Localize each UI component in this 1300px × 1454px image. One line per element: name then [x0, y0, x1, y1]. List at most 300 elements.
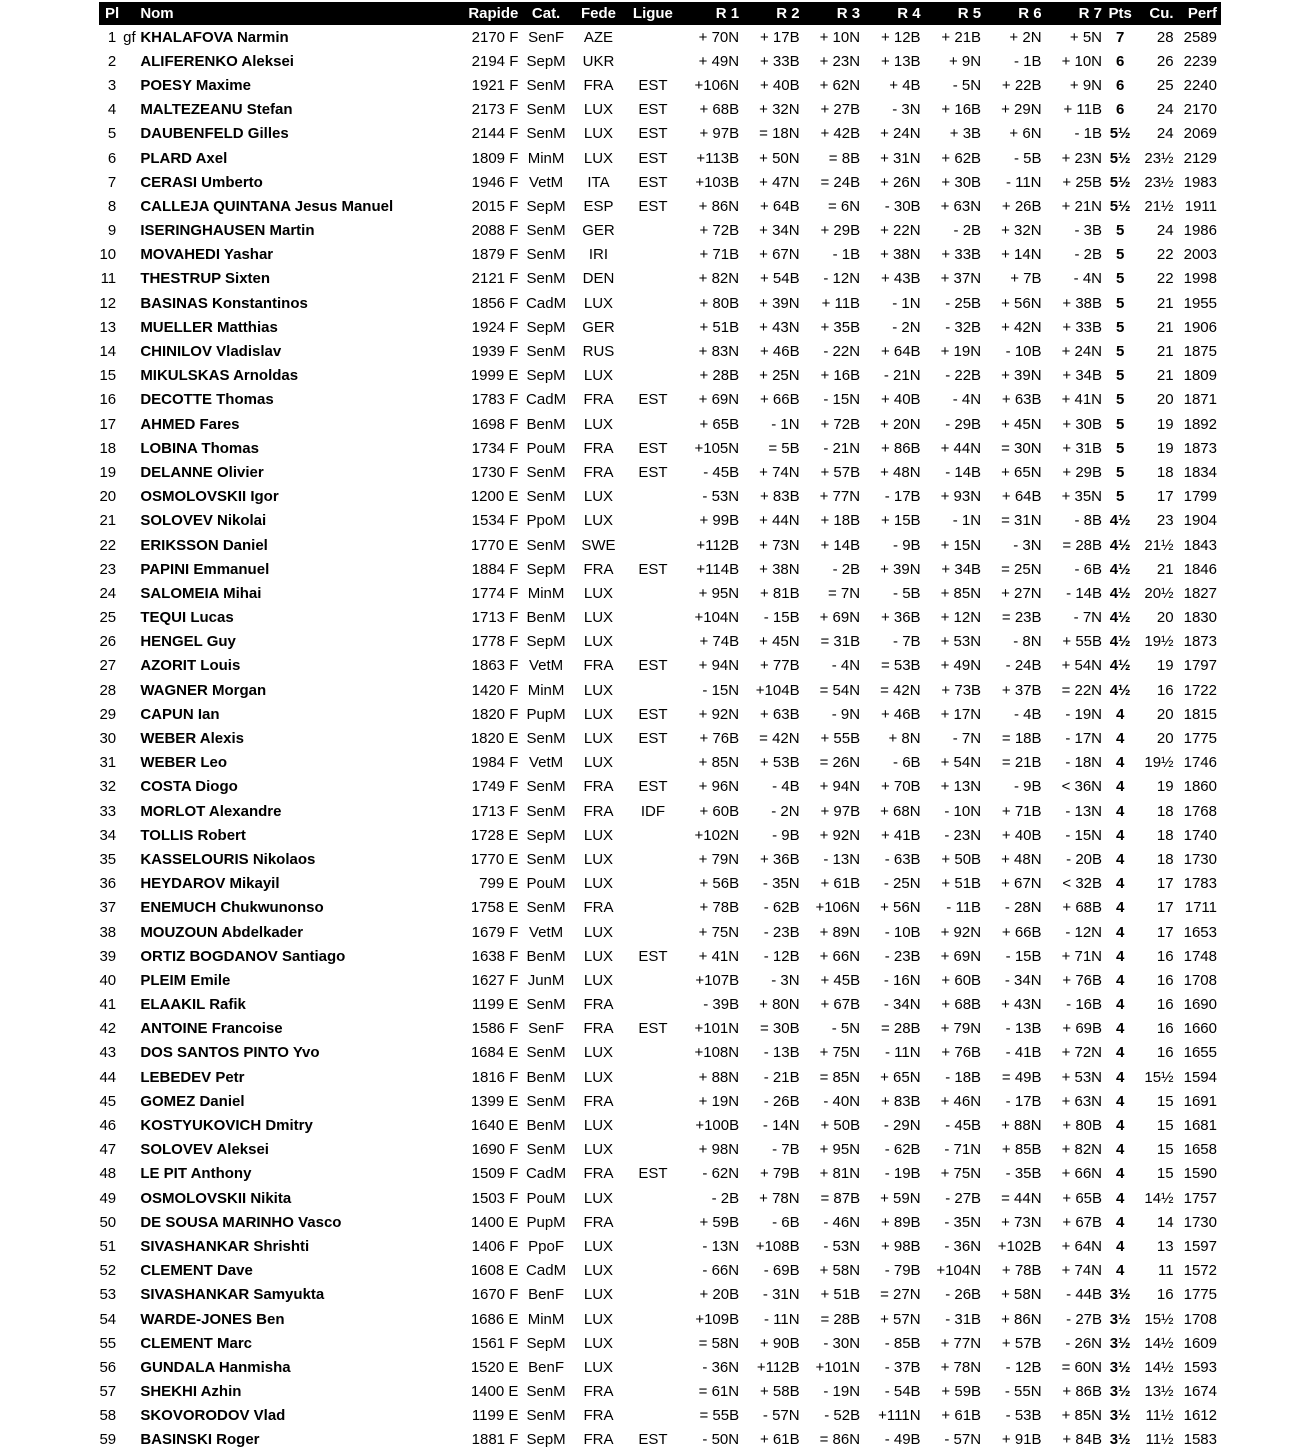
cumulative-cell: 18	[1156, 802, 1174, 820]
league-cell: EST	[638, 173, 668, 191]
round-4-cell: + 40B	[880, 391, 921, 409]
table-row	[99, 1355, 1221, 1379]
performance-cell: 1590	[1183, 1165, 1217, 1183]
category-cell: SepM	[526, 1334, 566, 1352]
category-cell: SenM	[526, 76, 566, 94]
round-4-cell: +111N	[878, 1407, 921, 1425]
round-5-cell: - 27B	[945, 1189, 982, 1207]
round-5-cell: - 31B	[945, 1310, 982, 1328]
place-cell: 28	[99, 681, 117, 699]
performance-cell: 1768	[1183, 802, 1217, 820]
round-2-cell: + 78N	[759, 1189, 800, 1207]
round-1-cell: - 62N	[702, 1165, 740, 1183]
place-cell: 14	[99, 343, 117, 361]
round-1-cell: + 82N	[698, 270, 740, 288]
rating-cell: 1778 F	[471, 633, 519, 651]
federation-cell: ESP	[583, 197, 614, 215]
round-2-cell: + 67N	[759, 246, 800, 264]
performance-cell: 1711	[1184, 899, 1217, 917]
round-6-cell: + 40B	[1001, 826, 1042, 844]
round-5-cell: - 36N	[944, 1237, 982, 1255]
round-2-cell: + 61B	[759, 1431, 800, 1449]
round-3-cell: - 13N	[823, 850, 861, 868]
round-3-cell: - 9N	[831, 705, 861, 723]
category-cell: BenM	[526, 415, 566, 433]
table-row	[99, 1210, 1221, 1234]
points-cell: 5	[1115, 246, 1125, 264]
performance-cell: 2170	[1183, 101, 1217, 119]
player-name-cell: SALOMEIA Mihai	[140, 584, 262, 602]
round-1-cell: - 50N	[702, 1431, 740, 1449]
round-3-cell: + 18B	[820, 512, 861, 530]
league-cell	[627, 339, 682, 363]
federation-cell: FRA	[583, 778, 614, 796]
place-cell: 8	[107, 197, 117, 215]
table-row	[99, 1089, 1221, 1113]
title-cell	[120, 1404, 140, 1428]
title-cell	[120, 388, 140, 412]
league-cell	[627, 533, 682, 557]
round-7-cell: + 53N	[1061, 1068, 1103, 1086]
place-cell: 44	[99, 1068, 117, 1086]
round-7-cell: - 15N	[1065, 826, 1103, 844]
round-2-cell: + 77B	[759, 657, 800, 675]
round-1-cell: +109B	[695, 1310, 740, 1328]
category-cell: SenM	[526, 899, 566, 917]
federation-cell: FRA	[583, 1407, 614, 1425]
points-cell: 4	[1115, 1117, 1125, 1135]
points-cell: 4	[1115, 971, 1125, 989]
league-cell	[627, 1307, 682, 1331]
league-cell	[627, 920, 682, 944]
category-cell: MinM	[527, 681, 565, 699]
round-4-cell: - 16N	[883, 971, 921, 989]
round-1-cell: + 83N	[698, 343, 740, 361]
rating-cell: 1881 F	[471, 1431, 519, 1449]
round-6-cell: - 53B	[1005, 1407, 1042, 1425]
federation-cell: LUX	[583, 1189, 614, 1207]
place-cell: 32	[99, 778, 117, 796]
round-7-cell: + 84B	[1062, 1431, 1103, 1449]
rating-cell: 1686 E	[470, 1310, 519, 1328]
rating-cell: 1638 F	[471, 947, 519, 965]
category-cell: SenM	[526, 270, 566, 288]
round-3-cell: - 15N	[823, 391, 861, 409]
round-3-cell: + 51B	[820, 1286, 861, 1304]
round-4-cell: - 10B	[884, 923, 921, 941]
rating-cell: 1758 E	[470, 899, 519, 917]
round-2-cell: + 44N	[759, 512, 800, 530]
league-cell: IDF	[640, 802, 665, 820]
performance-cell: 2239	[1183, 52, 1217, 70]
performance-cell: 1904	[1183, 512, 1217, 530]
col-header-r1: R 1	[683, 2, 743, 25]
federation-cell: FRA	[583, 463, 614, 481]
round-7-cell: + 30B	[1062, 415, 1103, 433]
round-4-cell: + 39N	[880, 560, 921, 578]
title-cell	[120, 1065, 140, 1089]
round-4-cell: - 54B	[884, 1383, 921, 1401]
performance-cell: 1843	[1183, 536, 1217, 554]
round-1-cell: + 41N	[698, 947, 740, 965]
round-2-cell: +104B	[755, 681, 800, 699]
round-6-cell: + 22B	[1001, 76, 1042, 94]
cumulative-cell: 28	[1156, 28, 1174, 46]
rating-cell: 1924 F	[471, 318, 519, 336]
round-4-cell: - 29N	[883, 1117, 921, 1135]
round-3-cell: + 92N	[819, 826, 861, 844]
col-header-r4: R 4	[864, 2, 924, 25]
round-5-cell: - 26B	[945, 1286, 982, 1304]
round-4-cell: + 46B	[880, 705, 921, 723]
points-cell: 5	[1115, 488, 1125, 506]
round-3-cell: + 42B	[820, 125, 861, 143]
league-cell	[627, 1331, 682, 1355]
category-cell: SenM	[526, 222, 566, 240]
points-cell: 3½	[1109, 1407, 1131, 1425]
rating-cell: 1520 E	[470, 1358, 519, 1376]
round-2-cell: - 21B	[763, 1068, 800, 1086]
round-7-cell: + 65B	[1062, 1189, 1103, 1207]
round-2-cell: - 4B	[772, 778, 800, 796]
place-cell: 33	[99, 802, 117, 820]
performance-cell: 1708	[1183, 971, 1217, 989]
round-1-cell: + 86N	[698, 197, 740, 215]
table-row	[99, 25, 1221, 49]
place-cell: 4	[107, 101, 117, 119]
performance-cell: 1730	[1183, 850, 1217, 868]
league-cell: EST	[638, 560, 668, 578]
cumulative-cell: 11	[1158, 1262, 1174, 1280]
federation-cell: LUX	[583, 730, 614, 748]
title-cell	[120, 73, 140, 97]
round-7-cell: - 44B	[1066, 1286, 1103, 1304]
place-cell: 24	[99, 584, 117, 602]
place-cell: 37	[99, 899, 117, 917]
col-header-pts: Pts	[1106, 2, 1138, 25]
category-cell: PouM	[526, 1189, 566, 1207]
round-2-cell: - 11N	[764, 1310, 800, 1328]
performance-cell: 1783	[1183, 875, 1217, 893]
round-6-cell: - 55N	[1004, 1383, 1042, 1401]
title-cell	[120, 98, 140, 122]
category-cell: SenM	[526, 463, 566, 481]
title-cell	[120, 170, 140, 194]
table-row	[99, 726, 1221, 750]
federation-cell: FRA	[583, 802, 614, 820]
round-3-cell: + 75N	[819, 1044, 861, 1062]
player-name-cell: BASINSKI Roger	[140, 1431, 260, 1449]
rating-cell: 1586 F	[471, 1020, 519, 1038]
round-4-cell: - 3N	[892, 101, 921, 119]
rating-cell: 1509 F	[471, 1165, 519, 1183]
round-5-cell: - 25B	[945, 294, 982, 312]
cumulative-cell: 20	[1156, 705, 1174, 723]
place-cell: 20	[99, 488, 117, 506]
round-1-cell: - 53N	[702, 488, 740, 506]
performance-cell: 1748	[1183, 947, 1217, 965]
rating-cell: 1713 F	[471, 802, 519, 820]
round-5-cell: + 34B	[941, 560, 982, 578]
rating-cell: 1400 E	[470, 1213, 519, 1231]
round-6-cell: - 11N	[1005, 173, 1042, 191]
round-4-cell: + 64B	[880, 343, 921, 361]
rating-cell: 1399 E	[470, 1092, 519, 1110]
rating-cell: 1946 F	[471, 173, 519, 191]
title-cell	[120, 1331, 140, 1355]
round-4-cell: - 25N	[883, 875, 921, 893]
round-2-cell: + 90B	[759, 1334, 800, 1352]
rating-cell: 1884 F	[471, 560, 519, 578]
league-cell	[627, 1041, 682, 1065]
rating-cell: 2173 F	[471, 101, 519, 119]
round-5-cell: - 2B	[953, 222, 982, 240]
cumulative-cell: 19	[1156, 778, 1174, 796]
round-3-cell: + 29B	[820, 222, 861, 240]
title-cell	[120, 1380, 140, 1404]
round-6-cell: + 56N	[1001, 294, 1042, 312]
place-cell: 21	[99, 512, 117, 530]
round-7-cell: - 26N	[1065, 1334, 1103, 1352]
league-cell	[627, 364, 682, 388]
round-2-cell: - 1N	[771, 415, 800, 433]
performance-cell: 1655	[1183, 1044, 1217, 1062]
table-row	[99, 73, 1221, 97]
player-name-cell: GUNDALA Hanmisha	[140, 1358, 291, 1376]
place-cell: 9	[107, 222, 117, 240]
title-cell	[120, 1307, 140, 1331]
round-2-cell: + 17B	[759, 28, 800, 46]
place-cell: 5	[107, 125, 117, 143]
place-cell: 19	[99, 463, 117, 481]
cumulative-cell: 16	[1156, 996, 1174, 1014]
cumulative-cell: 16	[1156, 1286, 1174, 1304]
round-2-cell: + 45N	[759, 633, 800, 651]
player-name-cell: MORLOT Alexandre	[140, 802, 282, 820]
cumulative-cell: 14½	[1144, 1189, 1174, 1207]
round-1-cell: + 28B	[699, 367, 740, 385]
round-1-cell: + 71B	[699, 246, 740, 264]
rating-cell: 1199 E	[471, 1407, 519, 1425]
table-row	[99, 412, 1221, 436]
round-2-cell: - 23B	[763, 923, 800, 941]
federation-cell: FRA	[583, 657, 614, 675]
round-7-cell: - 19N	[1065, 705, 1103, 723]
category-cell: PupM	[526, 1213, 566, 1231]
rating-cell: 1820 F	[471, 705, 519, 723]
round-3-cell: = 8B	[828, 149, 861, 167]
category-cell: SenM	[526, 536, 566, 554]
round-2-cell: - 3N	[771, 971, 800, 989]
table-row	[99, 98, 1221, 122]
round-7-cell: + 68B	[1062, 899, 1103, 917]
table-row	[99, 896, 1221, 920]
round-4-cell: + 26N	[880, 173, 921, 191]
round-1-cell: + 97B	[699, 125, 740, 143]
round-4-cell: - 2N	[892, 318, 921, 336]
round-6-cell: + 48N	[1001, 850, 1042, 868]
points-cell: 3½	[1109, 1334, 1131, 1352]
title-cell	[120, 436, 140, 460]
title-cell	[120, 630, 140, 654]
points-cell: 4	[1115, 1237, 1125, 1255]
round-4-cell: + 12B	[880, 28, 921, 46]
round-2-cell: + 63B	[759, 705, 800, 723]
rating-cell: 1939 F	[471, 343, 519, 361]
round-4-cell: + 38N	[880, 246, 921, 264]
category-cell: MinM	[527, 149, 565, 167]
round-3-cell: - 5N	[831, 1020, 861, 1038]
round-1-cell: - 66N	[702, 1262, 740, 1280]
performance-cell: 1809	[1183, 367, 1217, 385]
round-5-cell: - 10N	[944, 802, 982, 820]
performance-cell: 2240	[1183, 76, 1217, 94]
performance-cell: 1955	[1183, 294, 1217, 312]
round-3-cell: + 23N	[819, 52, 861, 70]
round-6-cell: + 91B	[1001, 1431, 1042, 1449]
round-4-cell: - 30B	[884, 197, 921, 215]
federation-cell: LUX	[583, 125, 614, 143]
federation-cell: FRA	[583, 439, 614, 457]
rating-cell: 1698 F	[471, 415, 519, 433]
federation-cell: LUX	[583, 367, 614, 385]
place-cell: 17	[99, 415, 117, 433]
federation-cell: LUX	[583, 1117, 614, 1135]
player-name-cell: ISERINGHAUSEN Martin	[140, 222, 315, 240]
title-cell	[120, 847, 140, 871]
table-row	[99, 1041, 1221, 1065]
cumulative-cell: 13½	[1144, 1383, 1174, 1401]
round-5-cell: +104N	[936, 1262, 982, 1280]
points-cell: 5½	[1109, 149, 1131, 167]
title-cell	[120, 460, 140, 484]
cumulative-cell: 15½	[1144, 1068, 1174, 1086]
league-cell: EST	[638, 149, 668, 167]
cumulative-cell: 21½	[1144, 197, 1174, 215]
round-5-cell: + 92N	[940, 923, 982, 941]
title-cell	[120, 823, 140, 847]
player-name-cell: MUELLER Matthias	[140, 318, 278, 336]
points-cell: 6	[1115, 52, 1125, 70]
round-3-cell: - 40N	[823, 1092, 861, 1110]
round-7-cell: - 3B	[1074, 222, 1103, 240]
title-cell	[120, 1186, 140, 1210]
round-3-cell: - 46N	[823, 1213, 861, 1231]
rating-cell: 2121 F	[471, 270, 519, 288]
place-cell: 48	[99, 1165, 117, 1183]
player-name-cell: AHMED Fares	[140, 415, 240, 433]
title-cell	[120, 485, 140, 509]
table-row	[99, 291, 1221, 315]
federation-cell: LUX	[583, 971, 614, 989]
rating-cell: 1561 F	[471, 1334, 519, 1352]
round-4-cell: + 59N	[880, 1189, 921, 1207]
round-4-cell: + 43B	[880, 270, 921, 288]
round-6-cell: + 6N	[1009, 125, 1042, 143]
place-cell: 29	[99, 705, 117, 723]
round-5-cell: + 77N	[940, 1334, 982, 1352]
rating-cell: 2015 F	[471, 197, 519, 215]
round-5-cell: + 61B	[941, 1407, 982, 1425]
rating-cell: 1809 F	[471, 149, 519, 167]
player-name-cell: MOVAHEDI Yashar	[140, 246, 274, 264]
round-3-cell: = 87B	[820, 1189, 861, 1207]
round-2-cell: +112B	[756, 1358, 800, 1376]
performance-cell: 1660	[1183, 1020, 1217, 1038]
table-row	[99, 993, 1221, 1017]
round-4-cell: - 6B	[893, 754, 921, 772]
player-name-cell: DAUBENFELD Gilles	[140, 125, 289, 143]
round-6-cell: + 32N	[1001, 222, 1042, 240]
round-1-cell: + 72B	[699, 222, 740, 240]
title-cell	[120, 678, 140, 702]
round-7-cell: + 23N	[1061, 149, 1103, 167]
performance-cell: 1873	[1183, 633, 1217, 651]
player-name-cell: CLEMENT Marc	[140, 1334, 252, 1352]
title-cell	[120, 1041, 140, 1065]
round-6-cell: + 78B	[1001, 1262, 1042, 1280]
round-4-cell: + 8N	[888, 730, 921, 748]
federation-cell: GER	[582, 222, 615, 240]
table-row	[99, 388, 1221, 412]
round-5-cell: - 22B	[945, 367, 982, 385]
league-cell	[627, 1089, 682, 1113]
place-cell: 11	[100, 270, 117, 288]
cumulative-cell: 21	[1156, 560, 1174, 578]
rating-cell: 1679 F	[471, 923, 519, 941]
round-6-cell: + 2N	[1009, 28, 1042, 46]
federation-cell: LUX	[583, 149, 614, 167]
league-cell	[627, 219, 682, 243]
title-cell	[120, 993, 140, 1017]
federation-cell: FRA	[583, 1431, 614, 1449]
place-cell: 18	[99, 439, 117, 457]
round-5-cell: + 93N	[940, 488, 982, 506]
performance-cell: 1871	[1183, 391, 1217, 409]
points-cell: 4	[1115, 778, 1125, 796]
points-cell: 4	[1115, 1141, 1125, 1159]
table-row	[99, 630, 1221, 654]
league-cell	[627, 678, 682, 702]
points-cell: 5	[1115, 294, 1125, 312]
category-cell: BenM	[526, 947, 566, 965]
title-cell	[120, 194, 140, 218]
player-name-cell: OSMOLOVSKII Igor	[140, 488, 279, 506]
place-cell: 16	[99, 391, 117, 409]
player-name-cell: ERIKSSON Daniel	[140, 536, 268, 554]
cumulative-cell: 16	[1156, 681, 1174, 699]
place-cell: 55	[99, 1334, 117, 1352]
round-6-cell: - 4B	[1014, 705, 1042, 723]
federation-cell: LUX	[583, 947, 614, 965]
title-cell	[120, 896, 140, 920]
points-cell: 5	[1115, 439, 1125, 457]
cumulative-cell: 17	[1156, 899, 1174, 917]
federation-cell: FRA	[583, 1020, 614, 1038]
performance-cell: 1775	[1183, 1286, 1217, 1304]
federation-cell: GER	[582, 318, 615, 336]
league-cell	[627, 823, 682, 847]
place-cell: 58	[99, 1407, 117, 1425]
cumulative-cell: 15	[1156, 1141, 1174, 1159]
round-3-cell: = 7N	[827, 584, 861, 602]
league-cell	[627, 1380, 682, 1404]
round-2-cell: - 13B	[763, 1044, 800, 1062]
cumulative-cell: 19	[1156, 415, 1174, 433]
player-name-cell: SIVASHANKAR Samyukta	[140, 1286, 325, 1304]
place-cell: 52	[99, 1262, 117, 1280]
place-cell: 56	[99, 1358, 117, 1376]
